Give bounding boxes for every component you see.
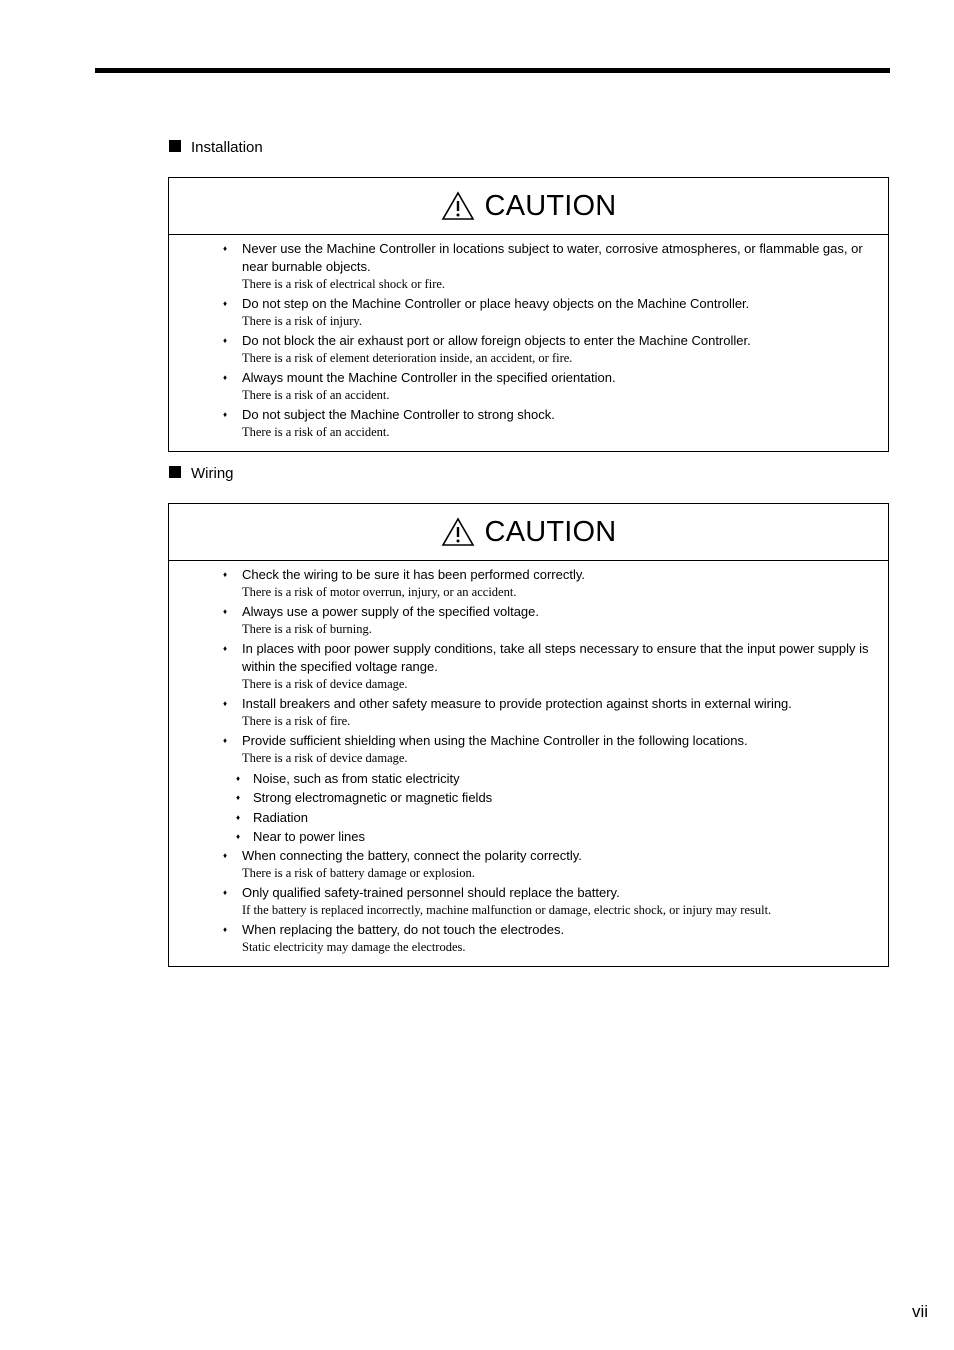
caution-box-installation (168, 177, 889, 452)
section-heading-installation (169, 139, 263, 157)
caution-item-consequence: There is a risk of fire. (242, 714, 351, 728)
diamond-bullet-icon: ♦ (236, 812, 241, 822)
caution-item-consequence: There is a risk of element deterioration inside, an accident, or fire. (242, 351, 573, 365)
caution-item-consequence: There is a risk of device damage. (242, 677, 408, 691)
caution-item-consequence: Static electricity may damage the electrodes. (242, 940, 466, 955)
caution-title: CAUTION (484, 515, 617, 548)
caution-item (221, 921, 878, 955)
caution-item-consequence: There is a risk of injury. (242, 314, 362, 328)
diamond-bullet-icon: ♦ (236, 774, 241, 783)
caution-item-text: When replacing the battery, do not touch the electrodes. (242, 922, 565, 938)
caution-body (169, 235, 888, 451)
diamond-bullet-icon: ♦ (223, 244, 228, 253)
caution-item (221, 695, 878, 729)
diamond-bullet-icon: ♦ (223, 607, 228, 616)
caution-item-text: Provide sufficient shielding when using the Machine Controller in the following locations. (242, 733, 748, 748)
diamond-bullet-icon: ♦ (236, 793, 241, 803)
diamond-bullet-icon: ♦ (223, 925, 228, 935)
caution-header (169, 504, 888, 561)
caution-item-text: In places with poor power supply conditions, take all steps necessary to ensure that the input power supply is within the specified voltage range. (242, 641, 869, 674)
caution-body (169, 561, 888, 966)
caution-item (221, 240, 878, 292)
diamond-bullet-icon: ♦ (236, 831, 241, 841)
caution-item (221, 640, 878, 692)
diamond-bullet-icon: ♦ (223, 373, 228, 382)
diamond-bullet-icon: ♦ (223, 570, 228, 579)
top-rule (95, 68, 890, 73)
diamond-bullet-icon: ♦ (223, 736, 228, 745)
caution-item-text: Check the wiring to be sure it has been performed correctly. (242, 567, 585, 582)
caution-item-text: When connecting the battery, connect the polarity correctly. (242, 848, 582, 864)
caution-item (221, 406, 878, 440)
caution-item (221, 603, 878, 637)
section-heading-wiring (169, 465, 234, 483)
section-heading-label: Installation (191, 139, 263, 156)
diamond-bullet-icon: ♦ (223, 644, 228, 653)
section-heading-label: Wiring (191, 465, 234, 482)
caution-item (221, 732, 878, 766)
caution-item (221, 566, 878, 600)
diamond-bullet-icon: ♦ (223, 299, 228, 308)
diamond-bullet-icon: ♦ (223, 851, 228, 861)
caution-title: CAUTION (484, 189, 617, 222)
warning-triangle-icon (441, 191, 475, 221)
list-item-text: Noise, such as from static electricity (253, 771, 460, 786)
caution-item-text: Always mount the Machine Controller in the specified orientation. (242, 370, 616, 385)
list-item (221, 769, 878, 788)
caution-header (169, 178, 888, 235)
caution-item-consequence: There is a risk of device damage. (242, 751, 408, 765)
caution-item-consequence: There is a risk of battery damage or explosion. (242, 866, 475, 881)
caution-item-text: Never use the Machine Controller in locations subject to water, corrosive atmospheres, or flammable gas, or near burnable objects. (242, 241, 863, 274)
shielding-locations-list (221, 769, 878, 846)
caution-item (221, 369, 878, 403)
diamond-bullet-icon: ♦ (223, 888, 228, 898)
caution-box-wiring (168, 503, 889, 967)
caution-item-text: Only qualified safety-trained personnel should replace the battery. (242, 885, 620, 901)
list-item-text: Radiation (253, 809, 308, 825)
list-item (221, 788, 878, 807)
caution-item-consequence: If the battery is replaced incorrectly, machine malfunction or damage, electric shock, or injury may result. (242, 903, 772, 918)
list-item (221, 827, 878, 846)
caution-item (221, 847, 878, 881)
caution-item-consequence: There is a risk of electrical shock or fire. (242, 277, 446, 291)
caution-item-consequence: There is a risk of burning. (242, 622, 372, 636)
caution-item-consequence: There is a risk of motor overrun, injury, or an accident. (242, 585, 517, 599)
square-bullet-icon (169, 466, 181, 478)
caution-item (221, 884, 878, 918)
caution-item-text: Do not subject the Machine Controller to strong shock. (242, 407, 555, 422)
list-item-text: Strong electromagnetic or magnetic fields (253, 790, 493, 806)
caution-item (221, 295, 878, 329)
warning-triangle-icon (441, 517, 475, 547)
page-number: vii (912, 1302, 929, 1321)
diamond-bullet-icon: ♦ (223, 699, 228, 708)
diamond-bullet-icon: ♦ (223, 336, 228, 345)
caution-item-consequence: There is a risk of an accident. (242, 388, 390, 402)
list-item (221, 808, 878, 827)
caution-item-text: Install breakers and other safety measure to provide protection against shorts in external wiring. (242, 696, 792, 711)
caution-item-text: Always use a power supply of the specified voltage. (242, 604, 540, 619)
list-item-text: Near to power lines (253, 828, 365, 844)
square-bullet-icon (169, 140, 181, 152)
caution-item-consequence: There is a risk of an accident. (242, 425, 390, 439)
caution-item-text: Do not block the air exhaust port or allow foreign objects to enter the Machine Controller. (242, 333, 751, 348)
diamond-bullet-icon: ♦ (223, 410, 228, 419)
caution-item-text: Do not step on the Machine Controller or place heavy objects on the Machine Controller. (242, 296, 750, 311)
caution-item (221, 332, 878, 366)
